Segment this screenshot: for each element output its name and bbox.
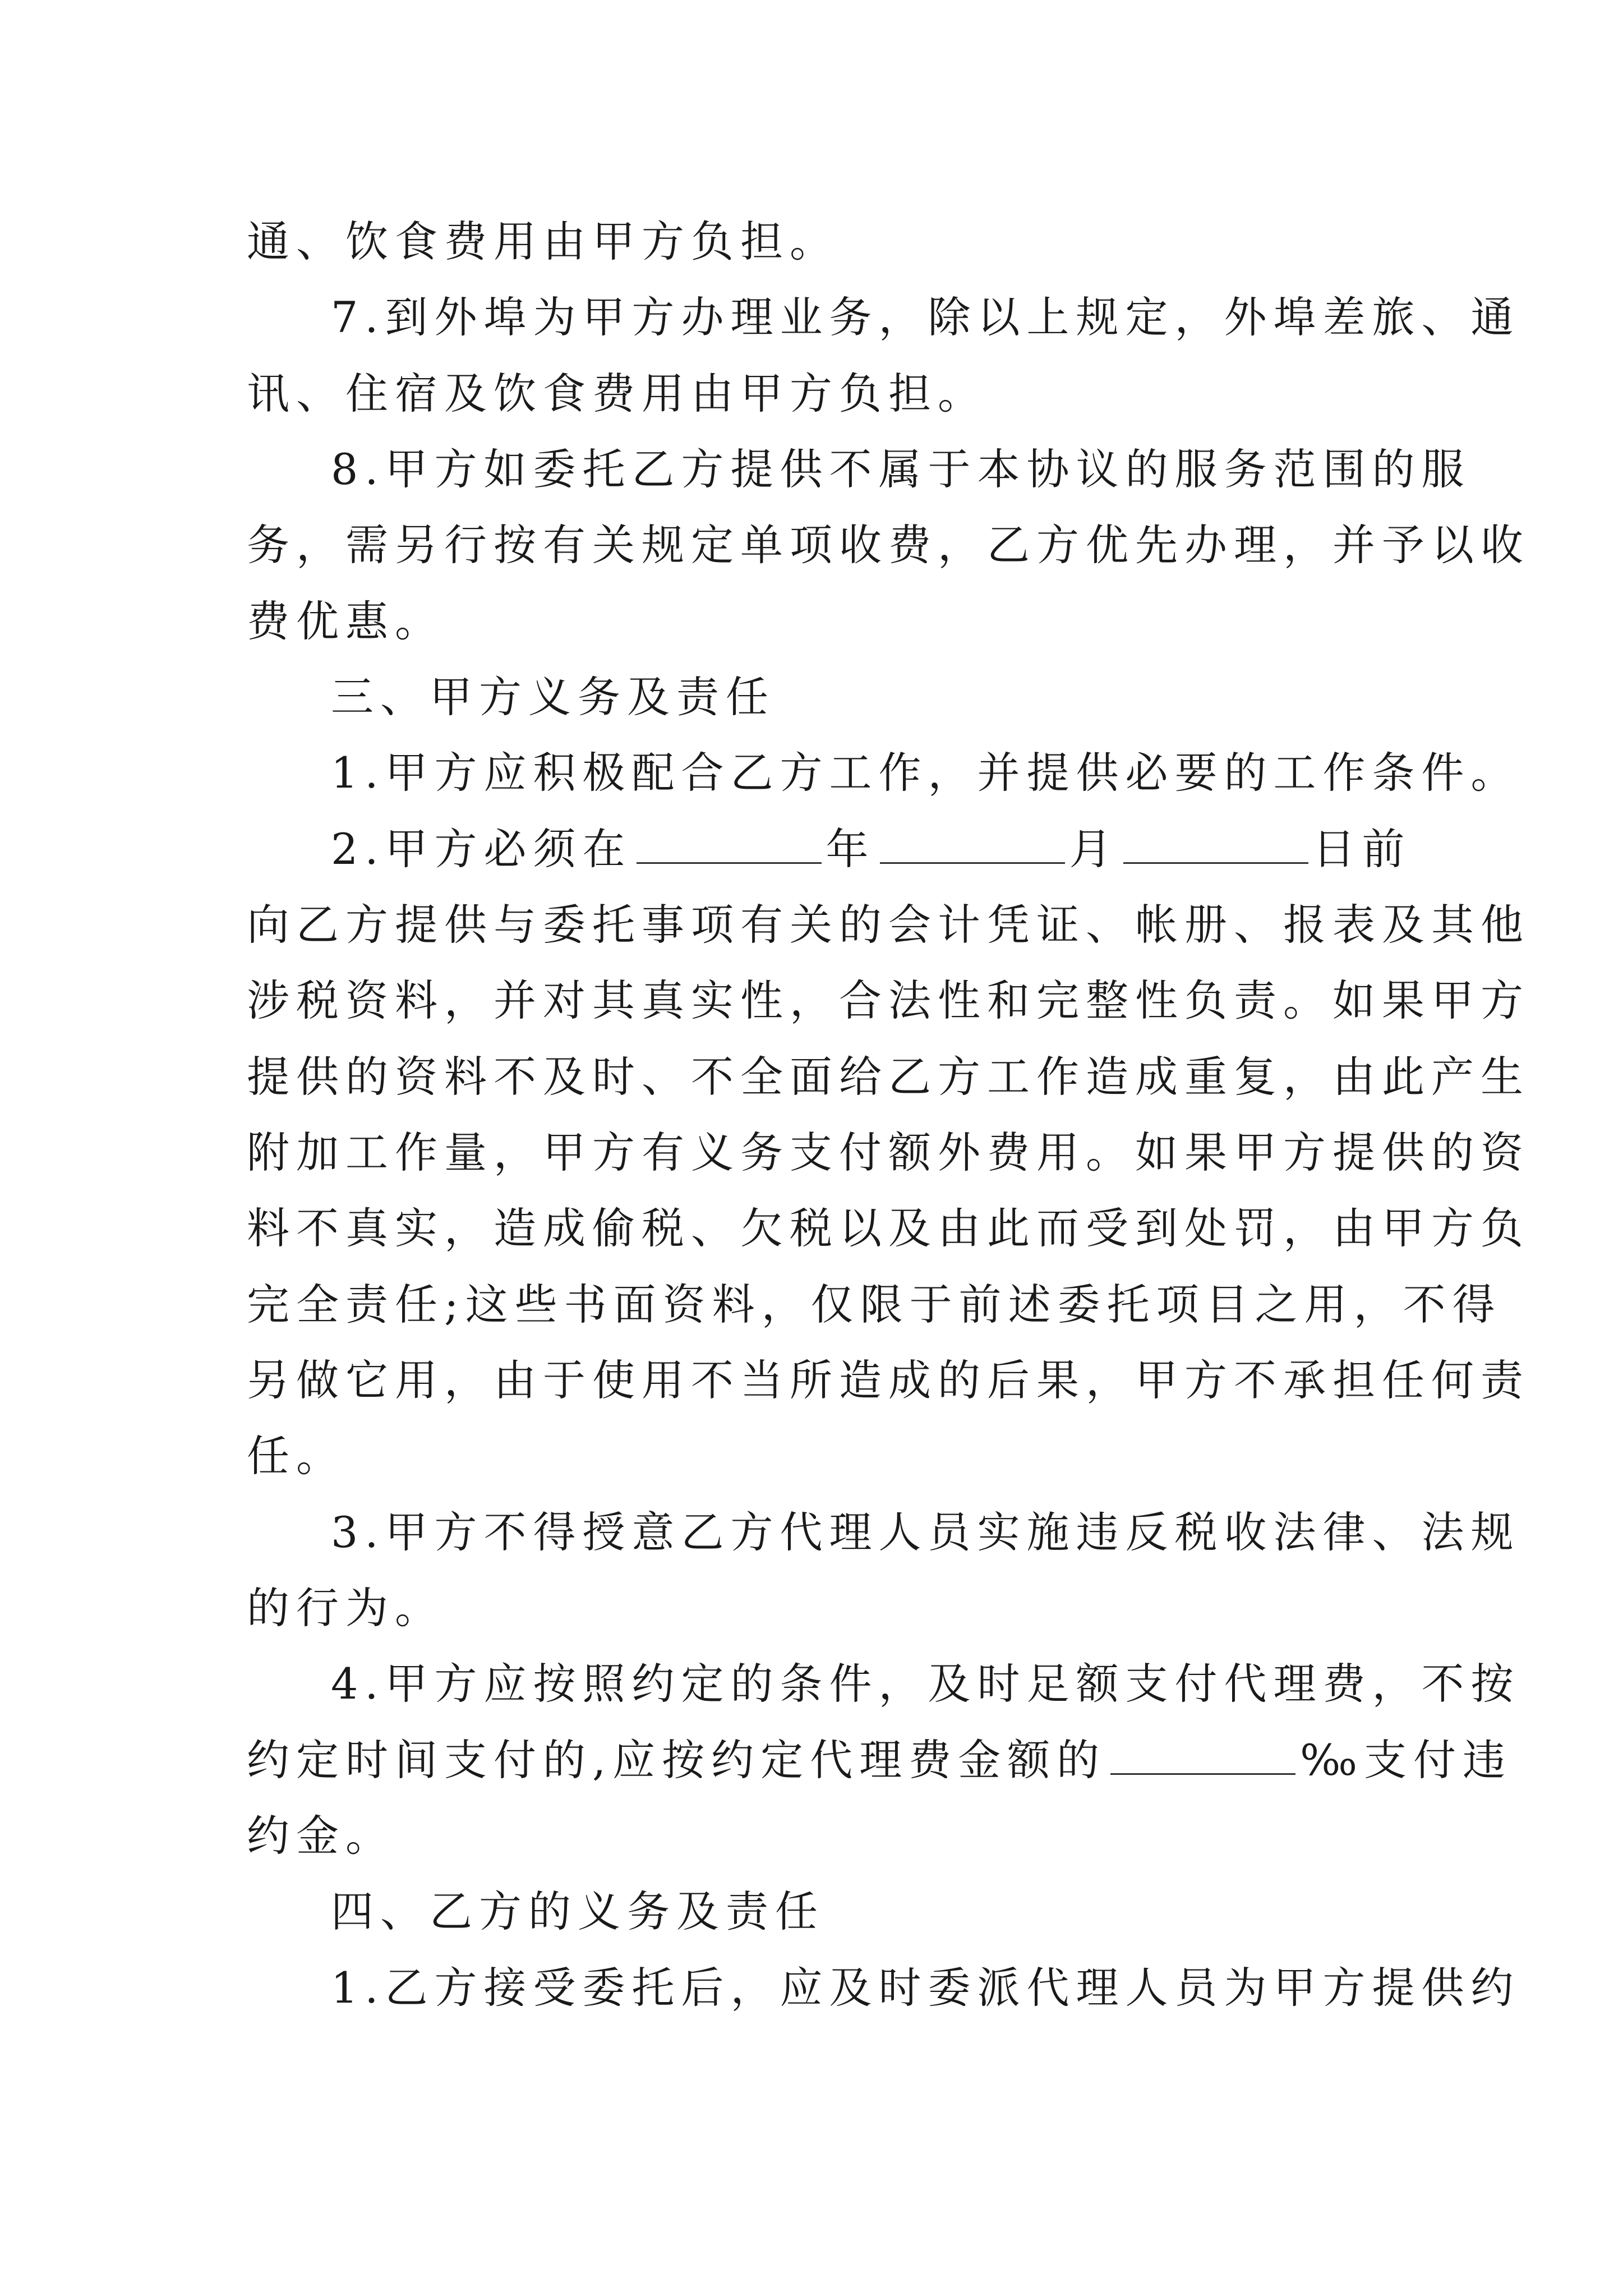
section-heading-3: 三、甲方义务及责任 xyxy=(331,672,775,722)
year-blank[interactable] xyxy=(637,818,822,864)
section-heading-4: 四、乙方的义务及责任 xyxy=(331,1887,824,1936)
penalty-clause-suffix: ‰支付违 xyxy=(1300,1735,1513,1785)
penalty-rate-blank[interactable] xyxy=(1110,1729,1295,1775)
text-line-1: 通、饮食费用由甲方负担。 xyxy=(247,217,839,266)
text-line-14: 料不真实，造成偷税、欠税以及由此而受到处罚，由甲方负 xyxy=(247,1203,1530,1253)
text-line-13: 附加工作量，甲方有义务支付额外费用。如果甲方提供的资 xyxy=(247,1128,1530,1177)
text-line-5: 务，需另行按有关规定单项收费，乙方优先办理，并予以收 xyxy=(247,520,1530,570)
text-line-3: 讯、住宿及饮食费用由甲方负担。 xyxy=(247,369,987,418)
penalty-clause-prefix: 约定时间支付的,应按约定代理费金额的 xyxy=(247,1735,1106,1785)
day-blank[interactable] xyxy=(1123,818,1308,864)
text-line-17: 任。 xyxy=(247,1431,345,1481)
text-line-18: 3.甲方不得授意乙方代理人员实施违反税收法律、法规 xyxy=(331,1507,1520,1557)
month-blank[interactable] xyxy=(880,818,1065,864)
text-line-20: 4.甲方应按照约定的条件，及时足额支付代理费，不按 xyxy=(331,1659,1520,1709)
text-line-19: 的行为。 xyxy=(247,1583,444,1633)
text-line-11: 涉税资料，并对其真实性，合法性和完整性负责。如果甲方 xyxy=(247,976,1530,1025)
year-label: 年 xyxy=(826,824,875,874)
text-line-10: 向乙方提供与委托事项有关的会计凭证、帐册、报表及其他 xyxy=(247,900,1530,950)
text-line-15: 完全责任;这些书面资料，仅限于前述委托项目之用，不得 xyxy=(247,1280,1502,1329)
text-line-4: 8.甲方如委托乙方提供不属于本协议的服务范围的服 xyxy=(331,444,1471,494)
text-line-22: 约金。 xyxy=(247,1811,395,1861)
date-clause-line xyxy=(331,812,1412,886)
text-line-8: 1.甲方应积极配合乙方工作，并提供必要的工作条件。 xyxy=(331,748,1520,798)
text-line-24: 1.乙方接受委托后，应及时委派代理人员为甲方提供约 xyxy=(331,1963,1520,2013)
text-line-6: 费优惠。 xyxy=(247,596,444,646)
date-clause-prefix: 2.甲方必须在 xyxy=(331,824,632,874)
date-clause-suffix: 日前 xyxy=(1312,824,1412,874)
text-line-2: 7.到外埠为甲方办理业务，除以上规定，外埠差旅、通 xyxy=(331,292,1520,342)
penalty-clause-line xyxy=(247,1723,1512,1797)
text-line-16: 另做它用，由于使用不当所造成的后果，甲方不承担任何责 xyxy=(247,1355,1530,1405)
month-label: 月 xyxy=(1069,824,1119,874)
text-line-12: 提供的资料不及时、不全面给乙方工作造成重复，由此产生 xyxy=(247,1052,1530,1102)
